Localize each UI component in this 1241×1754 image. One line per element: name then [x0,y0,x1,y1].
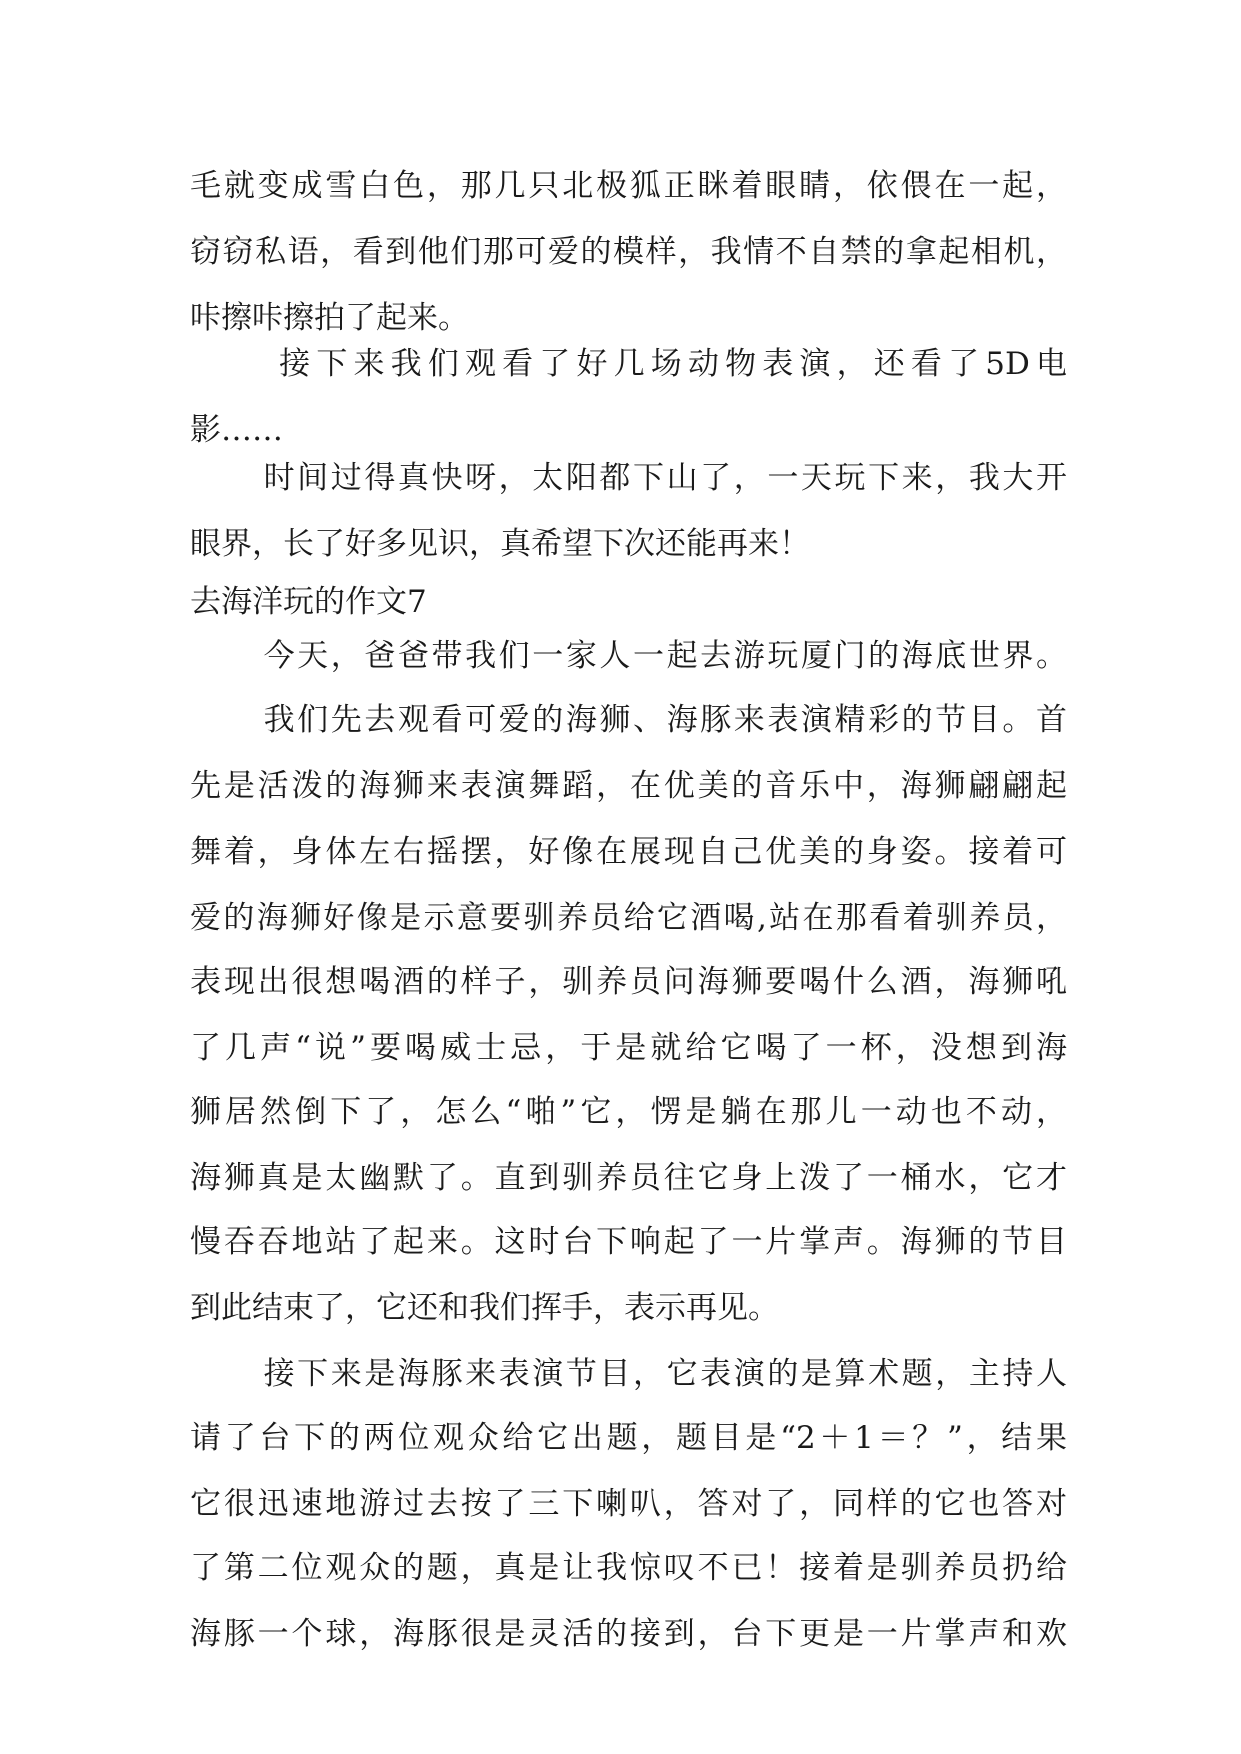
text-line: 海豚一个球，海豚很是灵活的接到，台下更是一片掌声和欢 [190,1616,1067,1652]
text-line: 到此结束了，它还和我们挥手，表示再见。 [190,1290,779,1326]
text-line: 接下来是海豚来表演节目，它表演的是算术题，主持人 [230,1356,1067,1392]
text-line: 慢吞吞地站了起来。这时台下响起了一片掌声。海狮的节目 [190,1224,1067,1260]
text-line: 爱的海狮好像是示意要驯养员给它酒喝,站在那看着驯养员， [190,900,1067,936]
text-line: 眼界，长了好多见识，真希望下次还能再来！ [190,526,810,562]
text-line: 今天，爸爸带我们一家人一起去游玩厦门的海底世界。 [230,638,1067,674]
text-line: 舞着，身体左右摇摆，好像在展现自己优美的身姿。接着可 [190,834,1067,870]
text-line: 海狮真是太幽默了。直到驯养员往它身上泼了一桶水，它才 [190,1160,1067,1196]
section-heading: 去海洋玩的作文7 [190,584,427,620]
text-line: 请了台下的两位观众给它出题，题目是“2＋1＝？”，结果 [190,1420,1067,1456]
text-line: 我们先去观看可爱的海狮、海豚来表演精彩的节目。首 [230,702,1067,738]
text-line: 狮居然倒下了，怎么“啪”它，愣是躺在那儿一动也不动， [190,1094,1067,1130]
text-line: 了几声“说”要喝威士忌，于是就给它喝了一杯，没想到海 [190,1030,1067,1066]
text-line: 接下来我们观看了好几场动物表演，还看了5D电 [242,346,1067,382]
text-line: 表现出很想喝酒的样子，驯养员问海狮要喝什么酒，海狮吼 [190,964,1067,1000]
text-line: 毛就变成雪白色，那几只北极狐正眯着眼睛，依偎在一起， [190,168,1067,204]
text-line: 先是活泼的海狮来表演舞蹈，在优美的音乐中，海狮翩翩起 [190,768,1067,804]
text-line: 咔擦咔擦拍了起来。 [190,300,469,336]
text-line: 了第二位观众的题，真是让我惊叹不已！接着是驯养员扔给 [190,1550,1067,1586]
text-line: 影…… [190,412,283,448]
text-line: 窃窃私语，看到他们那可爱的模样，我情不自禁的拿起相机， [190,234,1067,270]
text-line: 它很迅速地游过去按了三下喇叭，答对了，同样的它也答对 [190,1486,1067,1522]
text-line: 时间过得真快呀，太阳都下山了，一天玩下来，我大开 [230,460,1067,496]
